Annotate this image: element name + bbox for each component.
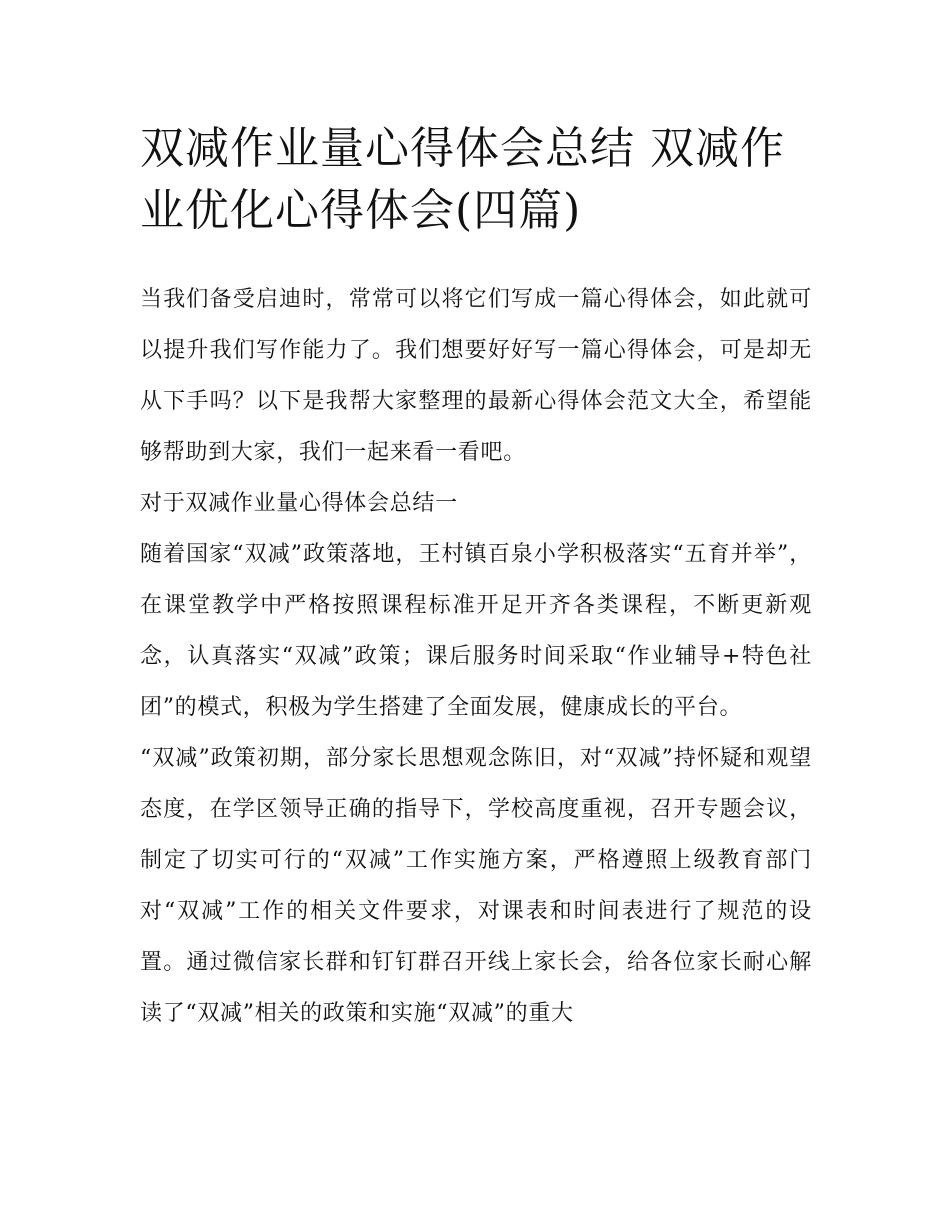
intro-paragraph: 当我们备受启迪时，常常可以将它们写成一篇心得体会，如此就可以提升我们写作能力了。我们想要好好写一篇心得体会，可是却无从下手吗？以下是我帮大家整理的最新心得体会范文大全，希望能够帮助到大家，我们一起来看一看吧。 xyxy=(140,287,812,465)
document-body xyxy=(140,274,812,1039)
body-paragraph-2: “双减”政策初期，部分家长思想观念陈旧，对“双减”持怀疑和观望态度，在学区领导正确的指导下，学校高度重视，召开专题会议，制定了切实可行的“双减”工作实施方案，严格遵照上级教育部门对“双减”工作的相关文件要求，对课表和时间表进行了规范的设置。通过微信家长群和钉钉群召开线上家长会，给各位家长耐心解读了“双减”相关的政策和实施“双减”的重大 xyxy=(140,746,812,1026)
section-heading: 对于双减作业量心得体会总结一 xyxy=(140,491,458,516)
document-title: 双减作业量心得体会总结 双减作业优化心得体会(四篇) xyxy=(140,123,785,236)
body-paragraph-1: 随着国家“双减”政策落地，王村镇百泉小学积极落实“五育并举”，在课堂教学中严格按照课程标准开足开齐各类课程，不断更新观念，认真落实“双减”政策；课后服务时间采取“作业辅导+特色社团”的模式，积极为学生搭建了全面发展，健康成长的平台。 xyxy=(140,542,812,720)
document-page xyxy=(140,118,812,1039)
